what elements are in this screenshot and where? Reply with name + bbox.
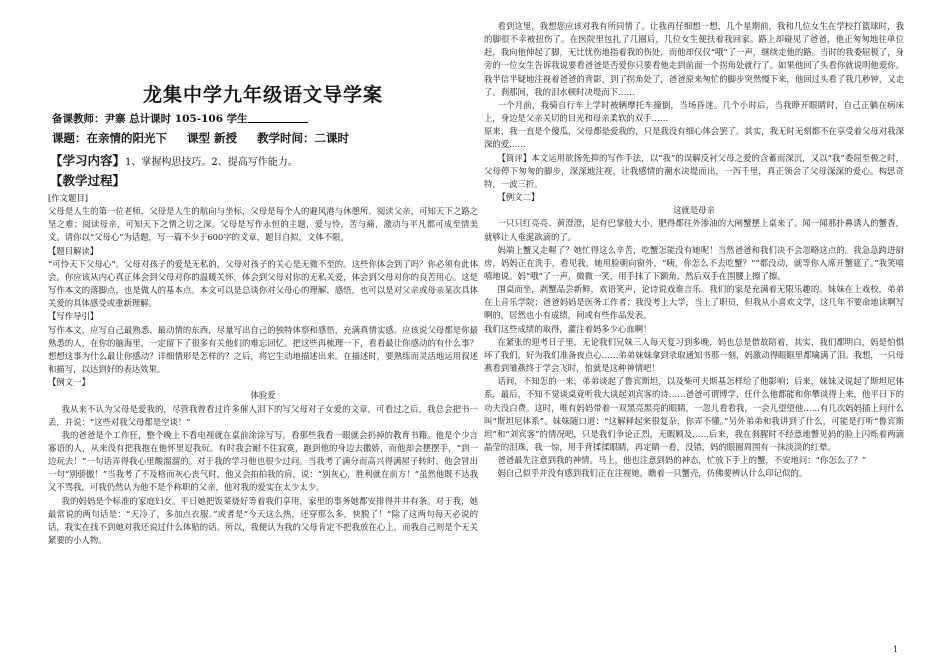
learning-content-section xyxy=(50,151,298,169)
writing-guide-text: 写作本文，应写自己最熟悉、最动情的东西，尽量写出自己的独特体察和感悟，充满真情实感。应该说父母都是你最熟悉的人，在你的脑海里，一定留下了很多有关他们的难忘回忆。把这些再梳理一下，看看最让你感动的有什么事？想想这事为什么最让你感动？详细情形是怎样的？之后，将它生动地描述出来。在描述时，要熟练而灵活地运用叙述和描写，以达到好的表达效果。 xyxy=(48,324,478,375)
page-number: 1 xyxy=(893,645,899,654)
teaching-process-heading: 【教学过程】 xyxy=(50,173,126,188)
learning-content-heading: 【学习内容】 xyxy=(50,153,126,168)
page-title: 龙集中学九年级语文导学案 xyxy=(142,84,383,106)
example1-paragraph: 我从来不认为父母是爱我的，尽管我曾看过许多催人泪下的写父母对子女爱的文章，可看过之后，我总会把书一丢，并说：“这些对我父母都是空谈！” xyxy=(48,403,478,427)
teacher-line: 备课教师：尹寨 总计课时 105-106 学生 xyxy=(52,113,248,125)
lesson-topic: 课题：在亲情的阳光下 xyxy=(52,131,167,145)
right-body-text xyxy=(484,20,904,480)
lesson-time: 教学时间：二课时 xyxy=(257,131,350,145)
example2-paragraph: 一只只红亮亮、黄澄澄，足有巴掌般大小，肥得都往外渗油的大闸蟹摆上桌来了。闻一闻那扑鼻诱人的蟹香，就够让人垂涎欲滴的了。 xyxy=(484,218,904,242)
example1-label: 【例文一】 xyxy=(48,377,90,388)
example2-paragraph: 围桌而坐，剥蟹品尝新鲜，欢语笑声，论诗说戏谁言乐。我们的家是充满着无限乐趣的。妹妹在上戏校，弟弟在上音乐学院；爸爸妈妈是医务工作者；我没考上大学，当上了职员，但我从小喜欢文学，这几年不要命地读啊写啊的，居然也小有成绩，间或有些作品发表。 xyxy=(484,284,904,321)
essay-topic-label: [作文题目] xyxy=(48,193,89,203)
essay-topic-text: 父母是人生的第一位老师，父母是人生的航向与坐标，父母是每个人的避风港与休憩所。阅读父亲，可知天下之路之坚之难；阅读母亲，可知天下之情之切之深。父母是写作永恒的主题，爱与怜，苦与痛，激动与平凡都可成至情美文。请你以“父母心”为话题，写一篇不少于600字的文章，题目自拟，文体不限。 xyxy=(48,206,478,243)
example2-paragraph: 妈自己似乎并没有感到我们正在注视她，瞧着一只蟹壳，仿佛要辨认什么印记似的。 xyxy=(497,468,808,479)
example2-paragraph: 爸爸最先注意到我的神情。马上，他也注意到妈的神态，忙放下手上的蟹，不安地问：“你怎么了？” xyxy=(497,455,867,466)
writing-guide-label: 【写作导引】 xyxy=(48,311,99,322)
example1-continued: 一个月前，我骑自行车上学时被辆摩托车撞倒，当场昏迷。几个小时后，当我睁开眼睛时，自己正躺在病床上，身边是父亲关切的目光和母亲柔软的双手…… xyxy=(484,99,904,124)
example1-continued: 原来，我一直是个傻瓜，父母都是爱我的，只是我没有细心体会罢了。其实，我无时无刻都不在享受着父母对我深深的爱…… xyxy=(484,126,904,150)
learning-content-text: 1、掌握构思技巧。2、提高写作能力。 xyxy=(125,157,298,168)
example1-paragraph: 我的爸爸是个工作狂，整个晚上不看电视就在桌前涂涂写写，看那些我看一眼就会扔掉的教育书籍。他是个少言寡语的人，从来没有把我抱在他怀里逗我玩。有时我会耐不住寂寞，跑到他的身边去撒娇，而他却会摆摆手，“到一边玩去！”一句话弄得我心里酸溜溜的。对于我的学习他也很少过问。当我考了满分而高兴得满屋子转时，他会冒出一句“别骄傲！”当我考了不及格而灰心丧气时，他又会拍拍我的肩，说：“别灰心，胜利就在前方！”虽然他既不达我又不骂我，可我仍然认为他不是个称职的父亲，他对我的爱实在太少太少。 xyxy=(48,429,478,493)
example2-paragraph: 在紧张的迎考日子里，无论我们兄妹三人每天复习到多晚，妈也总是借故陪着，其实，我们都明白，妈是怕惧坏了我们，好为我们准备夜点心……弟弟妹妹拿到录取通知书那一刻，妈激动得眼眶里都噙满了泪。我想，一只母燕看到雏燕终于学会飞时，怕就是这种神情吧！ xyxy=(484,336,904,374)
topic-analysis-label: 【题目解读】 xyxy=(48,245,99,256)
teacher-info xyxy=(52,111,308,126)
example2-paragraph: 话间，不知怎的一来，弟弟谈起了鲁宾斯坦，以及柴可夫斯基怎样给了他影响；后来，妹妹又说起了斯坦尼体系，最后，不知不觉谈桌竟听我大谈起刘宾客的诗……爸爸可谓博学，任什么他都能和你攀谈得上来，他平日下的功夫没白费。这时，唯有妈妈带着一双黑亮黑亮的眼睛，一忽儿看看我，一会儿望望他……有几次妈妈插上问什么叫“斯坦尼体系”。妹妹随口道：“这解释起来很复杂，你弄不懂。”另外弟弟和我讲到了什么，可能是打听“鲁宾斯坦”和“刘宾客”的情况吧，只是我们争论正烈，无暇顾及……后来，我在刹腥时不经意地瞥见妈的脸上闪烁着两滴晶莹的泪珠，我一惊，用手背揉揉眼睛，再定睛一看，没错，妈的眼圈周围有一抹淡淡的红晕。 xyxy=(484,376,904,452)
lesson-info xyxy=(52,130,365,146)
example1-paragraph: 我的妈妈是个标准的家庭妇女。平日她把饭菜烧好等着我们享用，家里的事务她都安排得井井有条。对于我，她最常说的两句话是：“天冷了，多加点衣服。”或者是“今天这么热，还穿那么多，快脱了！”除了这两句每天必说的话，我实在找不到她对我还说过什么体贴的话。所以，我便认为我的父母肯定不把我放在心上，而我自己则是个无关紧要的小人物。 xyxy=(48,495,478,546)
example2-title: 这就是母亲 xyxy=(673,205,715,216)
example2-paragraph: 妈端上蟹又走喔了？她忙得这么辛苦，吃蟹怎能没有她呢！当然爸爸和我们决不会忽略这点的。我急急跨进厨房，妈妈正在洗手，看见我，她用脸朝向窗外，“咦，你怎么不去吃蟹？”“都没动，就等你入席开蟹筵了。”我笑嘻嘻地说。妈“哦”了一声，微微一笑，用手抹了下额角，然后双手在围腰上擦了擦。 xyxy=(484,244,904,281)
example2-paragraph: 我们这些成绩的取得，灌注着妈多少心血啊！ xyxy=(484,323,652,334)
topic-analysis-text: “可怜天下父母心”。父母对孩子的爱是无私的，父母对孩子的关心是无微不至的。这些你体会到了吗？你必须有此体会。你应该从内心真正体会到父母对你的温暖关怀，体会到父母对你的无私关爱，体会到父母对你的良苦用心。这是写作本文的落脚点，也是做人的基本点。本文可以是总谈你对父母心的理解、感悟，也可以是对父亲或母亲某次具体关爱的具体感受或重新理解。 xyxy=(48,258,478,309)
example2-label: 【例文二】 xyxy=(497,192,540,203)
student-name-blank[interactable] xyxy=(248,112,308,123)
example1-continued: 看到这里，我想您应该对我有所同情了。让我再仔细想一想，几个星期前，我和几位女生在学校打篮球时，我的脚很不幸被扭伤了。在医院里包扎了几圈后，几位女生便扶着我回家。路上却碰见了爸爸，他正匆匆地往单位赶，我向他伸起了脚，无比忧伤地指着我的伤处，而他却仅仅“哦”了一声，继续走他的路。当时的我委屈极了，身旁的一位女生告诉我说要看爸爸是否爱你只要看他走到前面一个拐角处就行了。如果他回了头看你就说明他爱你。我半信半疑地注视着爸爸的背影，到了拐角处了，爸爸原来匆忙的脚步突然慢下来，他回过头看了我几秒钟，又走了。刹那间，我的泪水顿时决堤而下…… xyxy=(484,21,904,97)
lesson-type: 课型 新授 xyxy=(187,131,238,145)
brief-comment: 【简评】本文运用欲扬先抑的写作手法，以“我”的误解反衬父母之爱的含蓄而深沉，又以“我”委屈至极之时，父母停下匆匆的脚步，深深地注视，让我感情的潮水决堤而出，一泻千里，真正领会了父母深深的爱心。构思奇特，一波三折。 xyxy=(484,152,904,189)
example1-title: 体验爱 xyxy=(250,390,276,401)
left-body-text xyxy=(48,192,478,547)
